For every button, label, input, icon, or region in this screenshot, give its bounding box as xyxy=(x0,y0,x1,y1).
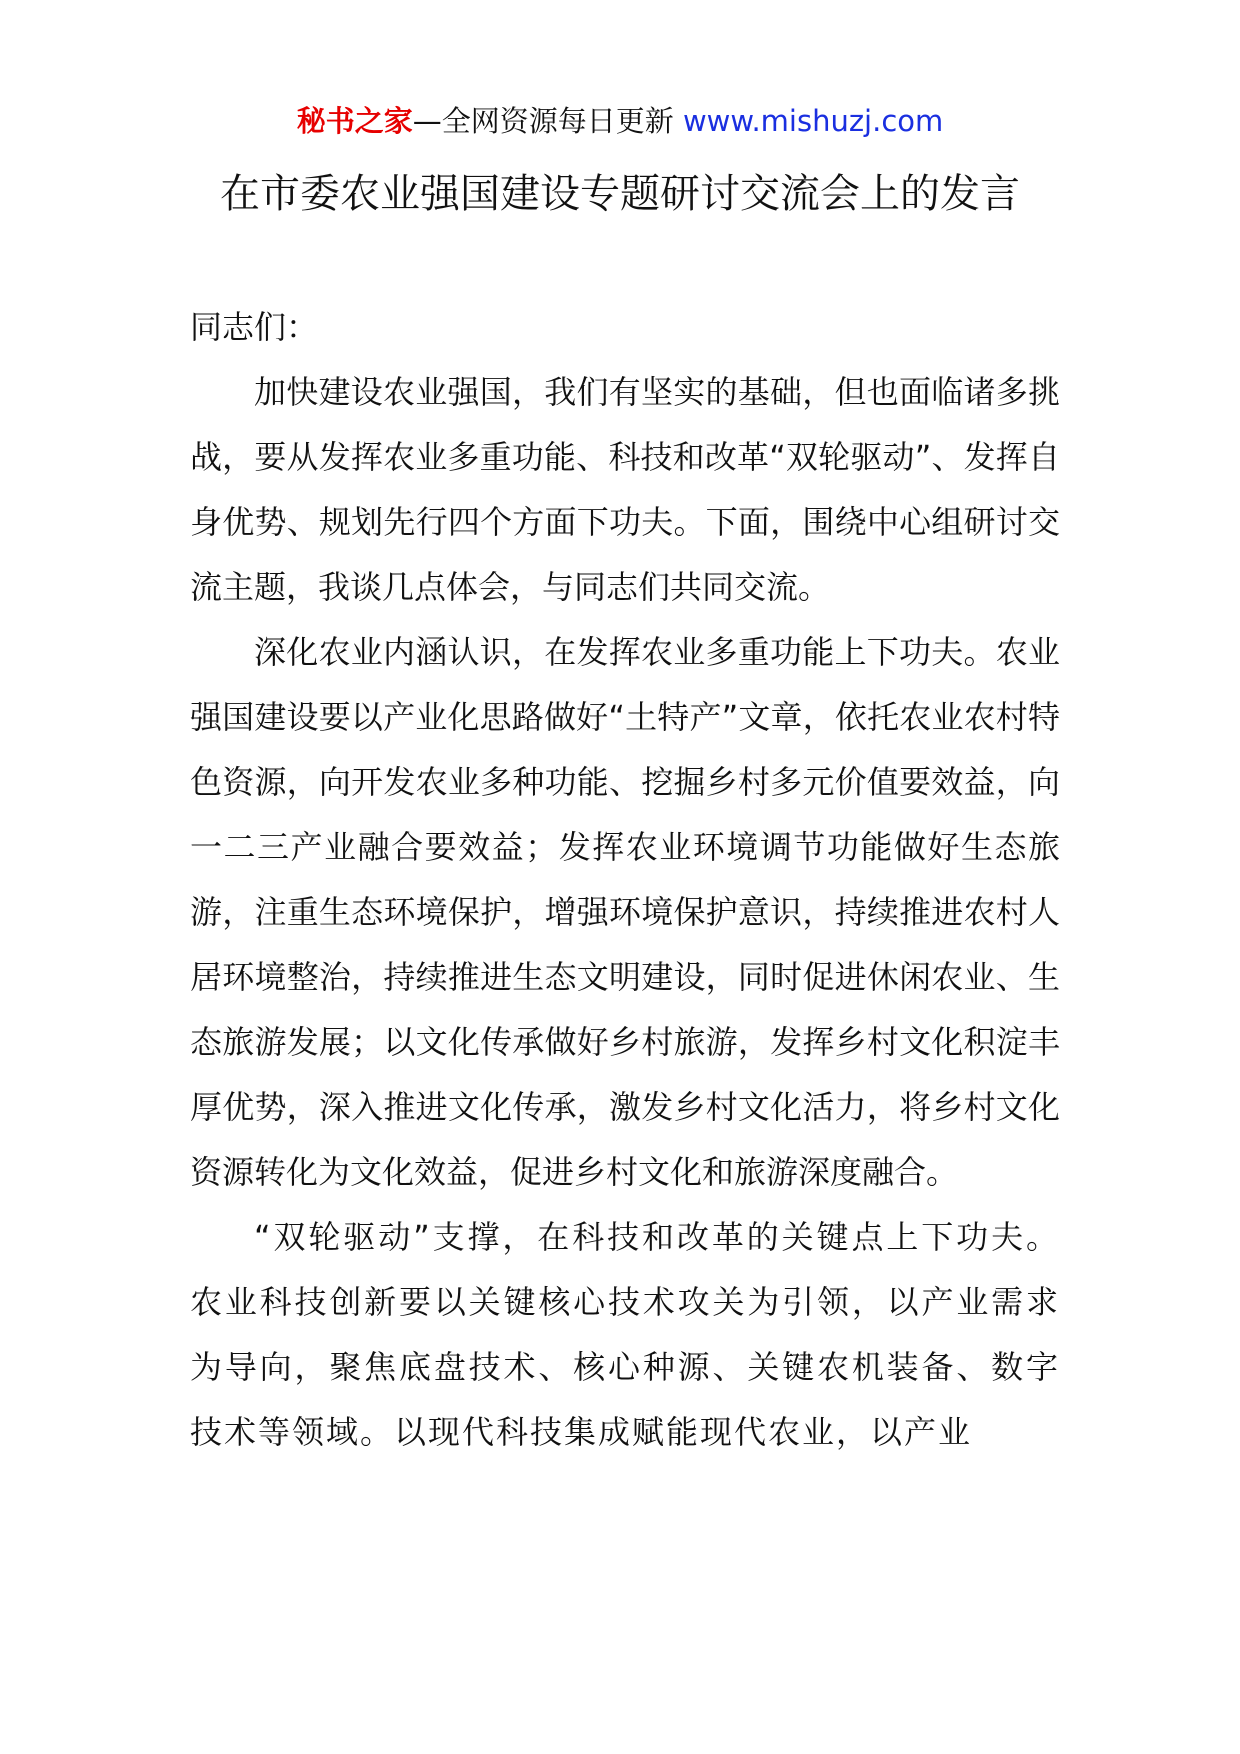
paragraph-agriculture-functions: 深化农业内涵认识，在发挥农业多重功能上下功夫。农业强国建设要以产业化思路做好“土特产”文章，依托农业农村特色资源，向开发农业多种功能、挖掘乡村多元价值要效益，向一二三产业融合要效益；发挥农业环境调节功能做好生态旅游，注重生态环境保护，增强环境保护意识，持续推进农村人居环境整治，持续推进生态文明建设，同时促进休闲农业、生态旅游发展；以文化传承做好乡村旅游，发挥乡村文化积淀丰厚优势，深入推进文化传承，激发乡村文化活力，将乡村文化资源转化为文化效益，促进乡村文化和旅游深度融合。 xyxy=(190,633,1060,1191)
document-body xyxy=(190,295,1060,1465)
site-url-link[interactable]: www.mishuzj.com xyxy=(682,104,944,138)
site-tagline: —全网资源每日更新 xyxy=(412,104,683,138)
paragraph-tech-reform: “双轮驱动”支撑，在科技和改革的关键点上下功夫。农业科技创新要以关键核心技术攻关为引领，以产业需求为导向，聚焦底盘技术、核心种源、关键农机装备、数字技术等领域。以现代科技集成赋能现代农业，以产业 xyxy=(190,1218,1060,1451)
paragraph-intro: 加快建设农业强国，我们有坚实的基础，但也面临诸多挑战，要从发挥农业多重功能、科技和改革“双轮驱动”、发挥自身优势、规划先行四个方面下功夫。下面，围绕中心组研讨交流主题，我谈几点体会，与同志们共同交流。 xyxy=(190,373,1060,606)
document-title: 在市委农业强国建设专题研讨交流会上的发言 xyxy=(220,171,1020,217)
site-header xyxy=(0,100,1240,142)
brand-name: 秘书之家 xyxy=(296,104,413,138)
salutation: 同志们： xyxy=(190,308,319,346)
